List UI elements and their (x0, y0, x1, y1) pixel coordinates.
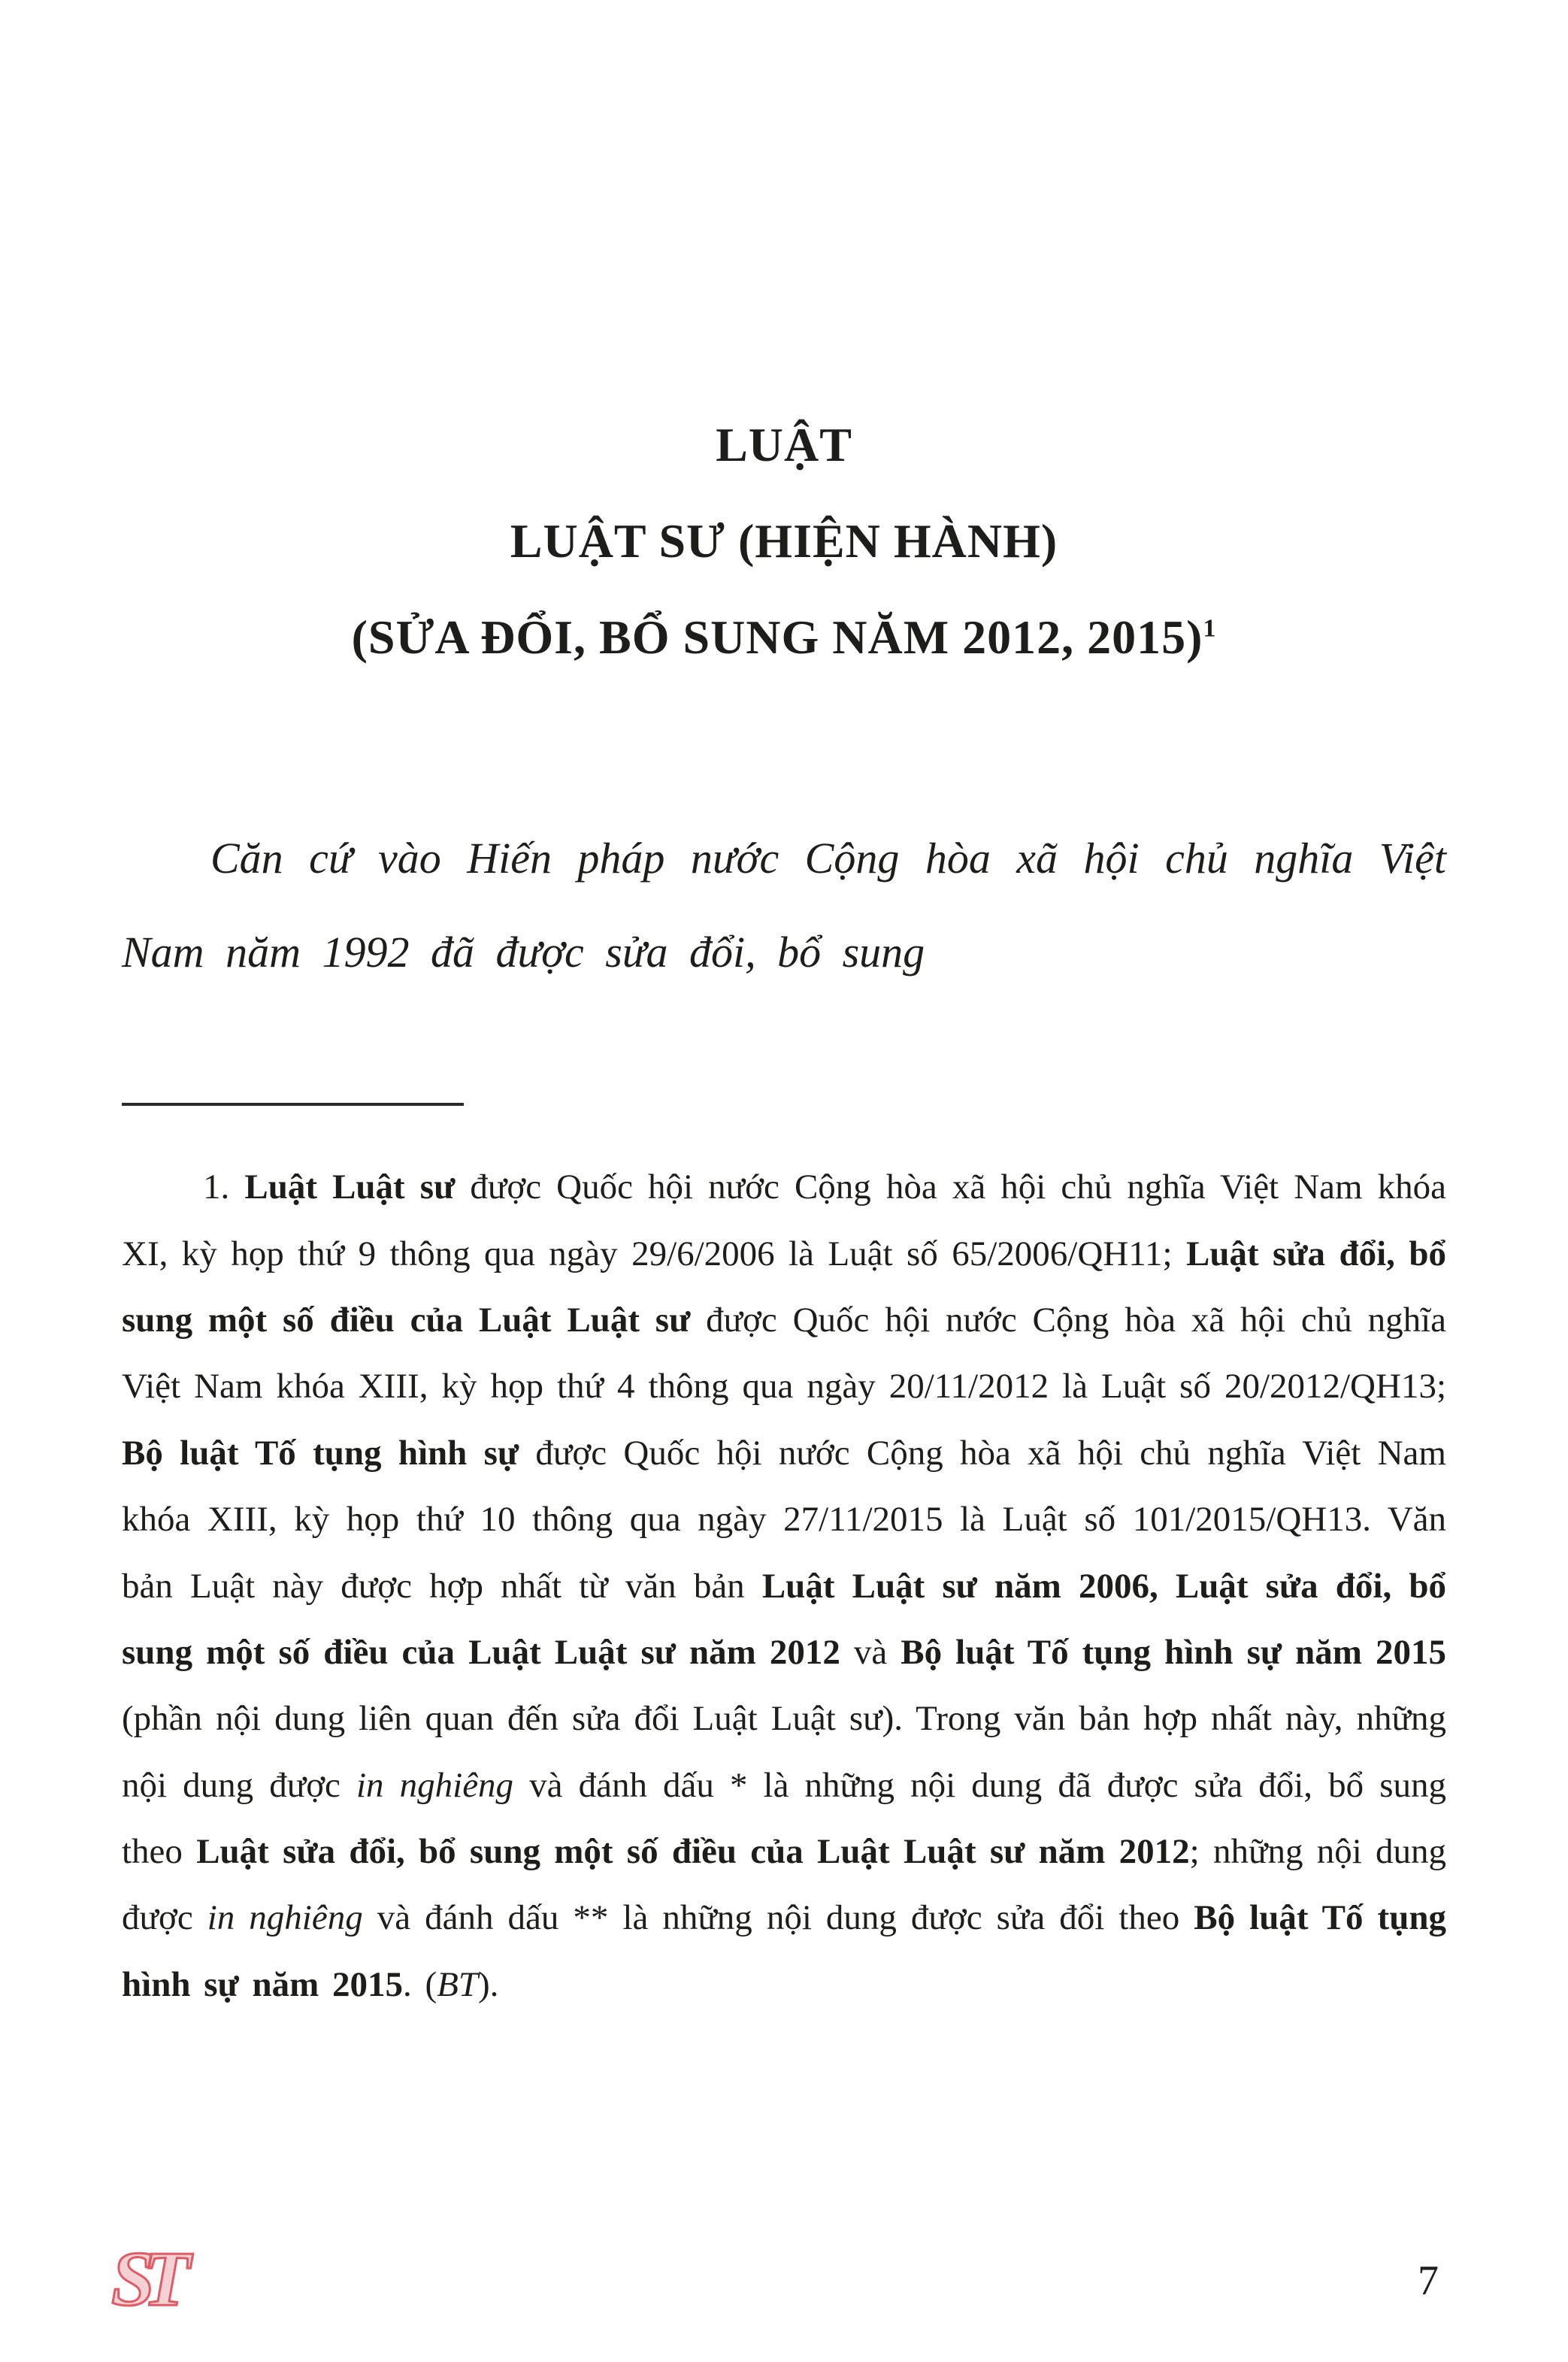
text-run-normal: được Quốc hội nước Cộng hòa xã hội chủ nghĩa Việt Nam khóa XIII, kỳ họp thứ 10 thông qua ngày 27/11/2015 là Luật số 101/2015/QH13. Văn bản Luật này được hợp nhất từ văn bản (122, 1433, 1446, 1606)
text-run-italic: in nghiêng (356, 1765, 514, 1805)
text-run-bold: Luật sửa đổi, bổ sung một số điều của Luật Luật sư năm 2012 (196, 1831, 1190, 1871)
text-run-normal: được Quốc hội nước Cộng hòa xã hội chủ nghĩa Việt Nam khóa XI, kỳ họp thứ 9 thông qua ngày 29/6/2006 là Luật số 65/2006/QH11; (122, 1167, 1447, 1273)
text-run-normal: và đánh dấu ** là những nội dung được sửa đổi theo (362, 1898, 1194, 1938)
text-run-bold: Luật Luật sư năm 2006, Luật sửa đổi, bổ sung một số điều của Luật Luật sư năm 2012 (122, 1566, 1446, 1672)
document-title (122, 0, 1446, 686)
publisher-logo: ST (111, 2236, 179, 2322)
text-run-italic: in nghiêng (207, 1898, 363, 1938)
text-run-bold: Bộ luật Tố tụng hình sự (122, 1433, 519, 1473)
page-content (122, 0, 1446, 2018)
text-run-normal: 1. (203, 1167, 245, 1207)
title-line-3-text: (SỬA ĐỔI, BỔ SUNG NĂM 2012, 2015) (351, 610, 1203, 664)
footnote-paragraph (122, 1154, 1446, 2018)
text-run-normal: . ( (403, 1964, 437, 2004)
title-line-3 (122, 589, 1446, 686)
text-run-normal: (phần nội dung liên quan đến sửa đổi Luật Luật sư). Trong văn bản hợp nhất này, những nội dung được (122, 1699, 1446, 1805)
text-run-normal: ). (478, 1964, 499, 2004)
text-run-normal: ; những nội dung được (122, 1831, 1447, 1938)
footnote-reference-mark: 1 (1203, 614, 1217, 643)
title-line-1: LUẬT (716, 418, 852, 471)
title-line-2: LUẬT SƯ (HIỆN HÀNH) (510, 514, 1058, 568)
text-run-bold: Bộ luật Tố tụng hình sự năm 2015 (122, 1898, 1446, 2004)
text-run-bold: Luật sửa đổi, bổ sung một số điều của Luật Luật sư (122, 1234, 1446, 1340)
text-run-normal: và đánh dấu * là những nội dung đã được sửa đổi, bổ sung theo (122, 1765, 1446, 1871)
text-run-bold: Bộ luật Tố tụng hình sự năm 2015 (901, 1632, 1446, 1672)
footnote-separator-rule (122, 1103, 464, 1106)
page-number: 7 (1418, 2258, 1439, 2304)
text-run-italic: BT (437, 1964, 479, 2004)
opening-paragraph: Căn cứ vào Hiến pháp nước Cộng hòa xã hội chủ nghĩa Việt Nam năm 1992 đã được sửa đổi, bổ sung (122, 834, 1446, 977)
text-run-normal: và (840, 1632, 901, 1672)
text-run-normal: được Quốc hội nước Cộng hòa xã hội chủ nghĩa Việt Nam khóa XIII, kỳ họp thứ 4 thông qua ngày 20/11/2012 là Luật số 20/2012/QH13; (122, 1301, 1446, 1407)
text-run-bold: Luật Luật sư (244, 1167, 456, 1207)
